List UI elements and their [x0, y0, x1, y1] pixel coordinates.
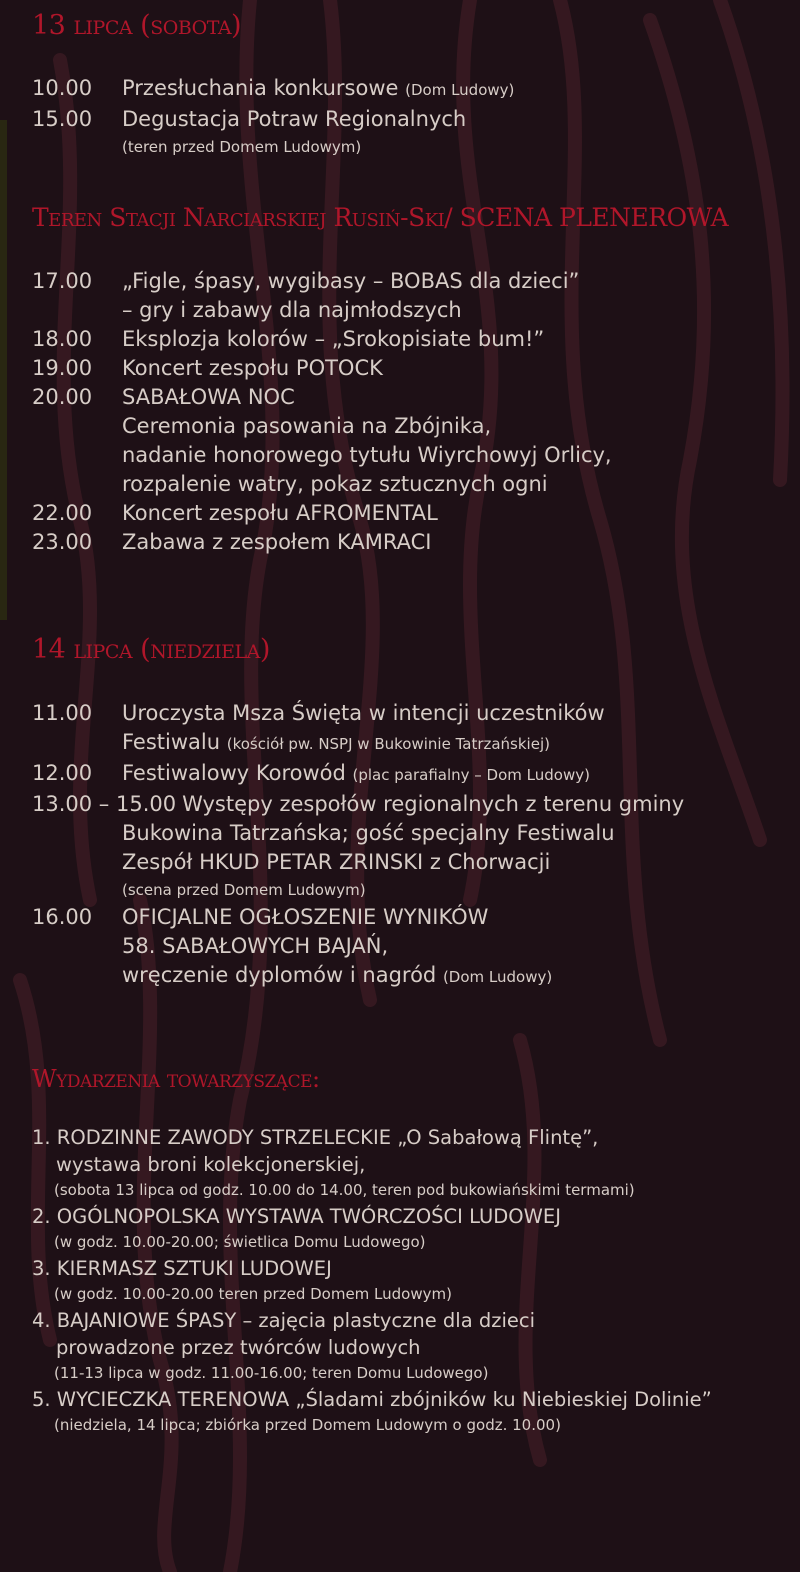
side-event-note: (niedziela, 14 lipca; zbiórka przed Domem Ludowym o godz. 10.00)	[54, 1416, 561, 1434]
side-event-item	[32, 1203, 782, 1255]
side-event-item	[32, 1307, 782, 1386]
event-line: Występy zespołów regionalnych z terenu gminy	[182, 792, 685, 816]
event-line: Zabawa z zespołem KAMRACI	[122, 530, 432, 554]
event-time: 23.00	[32, 530, 93, 554]
side-event-title: 5. WYCIECZKA TERENOWA „Śladami zbójników ku Niebieskiej Dolinie”	[32, 1388, 712, 1411]
side-event-title: 1. RODZINNE ZAWODY STRZELECKIE „O Sabałową Flintę”,	[32, 1126, 599, 1149]
event-description	[122, 819, 772, 903]
side-event-line: prowadzone przez twórców ludowych	[56, 1336, 421, 1359]
event-description	[122, 105, 772, 160]
event-time: 16.00	[32, 905, 93, 929]
side-event-note: (11-13 lipca w godz. 11.00-16.00; teren Domu Ludowego)	[54, 1364, 489, 1382]
event-line: nadanie honorowego tytułu Wiyrchowyj Orlicy,	[122, 443, 612, 467]
event-description	[122, 383, 772, 499]
side-event-note: (w godz. 10.00-20.00; świetlica Domu Ludowego)	[54, 1233, 426, 1251]
schedule-row	[32, 759, 772, 790]
event-description	[122, 759, 772, 790]
event-line: Bukowina Tatrzańska; gość specjalny Festiwalu	[122, 821, 615, 845]
event-time: 19.00	[32, 356, 93, 380]
event-time: 12.00	[32, 761, 93, 785]
schedule-row	[32, 903, 772, 992]
event-line: 58. SABAŁOWYCH BAJAŃ,	[122, 934, 389, 958]
event-description	[122, 267, 772, 325]
event-time: 20.00	[32, 385, 93, 409]
side-events-list	[32, 1124, 782, 1438]
event-line: Koncert zespołu AFROMENTAL	[122, 501, 438, 525]
event-location: (Dom Ludowy)	[405, 81, 515, 99]
schedule-row	[32, 105, 772, 160]
side-event-item	[32, 1386, 782, 1438]
event-line: Koncert zespołu POTOCK	[122, 356, 383, 380]
schedule-row	[32, 325, 772, 354]
event-description	[122, 74, 772, 105]
event-description	[122, 903, 772, 992]
event-time: 11.00	[32, 701, 93, 725]
event-location: (plac parafialny – Dom Ludowy)	[352, 766, 590, 784]
event-time: 17.00	[32, 269, 93, 293]
schedule-row	[32, 790, 772, 819]
side-event-title: 4. BAJANIOWE ŚPASY – zajęcia plastyczne dla dzieci	[32, 1309, 536, 1332]
event-line	[122, 728, 772, 759]
side-event-title: 3. KIERMASZ SZTUKI LUDOWEJ	[32, 1257, 332, 1280]
side-event-note: (w godz. 10.00-20.00 teren przed Domem Ludowym)	[54, 1285, 452, 1303]
schedule-row	[32, 499, 772, 528]
event-location: (kościół pw. NSPJ w Bukowinie Tatrzańskiej)	[226, 735, 550, 753]
schedule-row	[32, 74, 772, 105]
event-time: 13.00 – 15.00	[32, 792, 177, 816]
day1-heading: 13 lipca (sobota)	[32, 10, 242, 41]
side-events-heading: Wydarzenia towarzyszące:	[32, 1065, 320, 1093]
event-line: SABAŁOWA NOC	[122, 385, 295, 409]
event-line-text: Festiwalu	[122, 730, 221, 754]
event-title: Przesłuchania konkursowe	[122, 76, 399, 100]
event-line-text: wręczenie dyplomów i nagród	[122, 963, 437, 987]
event-line: Zespół HKUD PETAR ZRINSKI z Chorwacji	[122, 850, 551, 874]
event-time: 18.00	[32, 327, 93, 351]
event-line: rozpalenie watry, pokaz sztucznych ogni	[122, 472, 548, 496]
day2-schedule	[32, 699, 772, 992]
venue-schedule	[32, 267, 772, 557]
event-location: (teren przed Domem Ludowym)	[122, 138, 362, 156]
event-time: 15.00	[32, 107, 93, 131]
schedule-row	[32, 383, 772, 499]
schedule-row	[32, 354, 772, 383]
event-location: (Dom Ludowy)	[442, 968, 553, 986]
event-time: 22.00	[32, 501, 93, 525]
day1-schedule	[32, 74, 772, 160]
event-line: – gry i zabawy dla najmłodszych	[122, 298, 462, 322]
event-description	[122, 699, 772, 759]
day2-heading: 14 lipca (niedziela)	[32, 634, 270, 665]
side-event-item	[32, 1124, 782, 1203]
event-line: Ceremonia pasowania na Zbójnika,	[122, 414, 492, 438]
event-line: Eksplozja kolorów – „Srokopisiate bum!”	[122, 327, 545, 351]
event-line	[122, 961, 772, 992]
event-time: 10.00	[32, 76, 93, 100]
schedule-row	[32, 699, 772, 759]
schedule-row	[32, 528, 772, 557]
event-line: „Figle, śpasy, wygibasy – BOBAS dla dzieci”	[122, 269, 580, 293]
side-event-note: (sobota 13 lipca od godz. 10.00 do 14.00, teren pod bukowiańskimi termami)	[54, 1181, 635, 1199]
venue-heading: Teren Stacji Narciarskiej Rusiń-Ski/ SCENA PLENEROWA	[32, 203, 729, 232]
event-location: (scena przed Domem Ludowym)	[122, 881, 366, 899]
event-line: OFICJALNE OGŁOSZENIE WYNIKÓW	[122, 905, 489, 929]
side-event-item	[32, 1255, 782, 1307]
schedule-row	[32, 267, 772, 325]
event-line: Uroczysta Msza Święta w intencji uczestników	[122, 701, 605, 725]
side-event-title: 2. OGÓLNOPOLSKA WYSTAWA TWÓRCZOŚCI LUDOWEJ	[32, 1205, 562, 1228]
event-title: Degustacja Potraw Regionalnych	[122, 107, 467, 131]
schedule-row-continuation	[32, 819, 772, 903]
event-title: Festiwalowy Korowód	[122, 761, 346, 785]
event-description	[182, 790, 772, 819]
side-event-line: wystawa broni kolekcjonerskiej,	[56, 1153, 366, 1176]
